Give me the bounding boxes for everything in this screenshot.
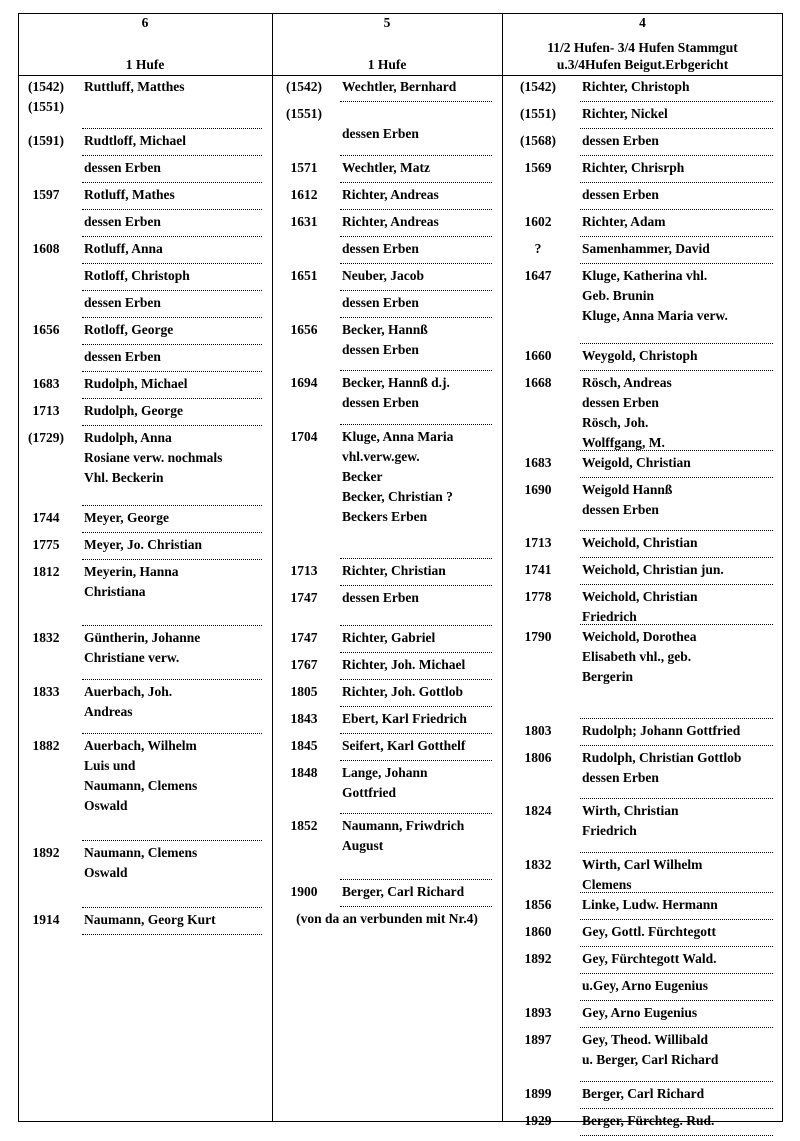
table-row xyxy=(272,734,502,761)
year-cell: 1824 xyxy=(524,803,552,818)
table-row xyxy=(502,799,783,853)
year-cell: 1608 xyxy=(32,241,60,256)
owner-name-cell: Becker, Hannß d.j. dessen Erben xyxy=(342,375,450,410)
year-cell: 1805 xyxy=(290,684,318,699)
column-header xyxy=(18,13,272,75)
table-row xyxy=(502,75,783,102)
column-title: 11/2 Hufen- 3/4 Hufen Stammgut u.3/4Hufen Beigut.Erbgericht xyxy=(547,40,738,72)
table-row xyxy=(272,183,502,210)
genealogy-table xyxy=(18,13,783,1128)
row-separator xyxy=(82,934,262,935)
owner-name-cell: Richter, Adam xyxy=(582,214,666,229)
year-cell: 1713 xyxy=(32,403,60,418)
owner-name-cell: Rudolph; Johann Gottfried xyxy=(582,723,741,738)
owner-name-cell: Gey, Theod. Willibald u. Berger, Carl Richard xyxy=(582,1032,719,1067)
table-row xyxy=(502,893,783,920)
table-row xyxy=(272,907,502,934)
table-row xyxy=(18,399,272,426)
table-row xyxy=(18,156,272,183)
year-cell: 1848 xyxy=(290,765,318,780)
year-cell: 1704 xyxy=(290,429,318,444)
table-row xyxy=(18,183,272,210)
owner-name-cell: Neuber, Jacob xyxy=(342,268,425,283)
table-row xyxy=(18,908,272,935)
table-row xyxy=(502,853,783,893)
table-row xyxy=(18,318,272,345)
table-row xyxy=(18,291,272,318)
table-row xyxy=(502,558,783,585)
year-cell: (1591) xyxy=(28,133,64,148)
owner-name-cell: Richter, Joh. Michael xyxy=(342,657,466,672)
year-cell: 1882 xyxy=(32,738,60,753)
year-cell: (1551) xyxy=(286,106,322,121)
year-cell: 1860 xyxy=(524,924,552,939)
column-rows xyxy=(272,75,502,1122)
table-row xyxy=(272,814,502,880)
owner-name-cell: Weichold, Dorothea Elisabeth vhl., geb. Bergerin xyxy=(582,629,697,684)
owner-name-cell: Naumann, Friwdrich August xyxy=(342,818,465,853)
table-row xyxy=(502,210,783,237)
owner-name-cell: Gey, Gottl. Fürchtegott xyxy=(582,924,716,939)
year-cell: 1892 xyxy=(32,845,60,860)
year-cell: 1651 xyxy=(290,268,318,283)
year-cell: 1656 xyxy=(290,322,318,337)
table-row xyxy=(502,1082,783,1109)
owner-name-cell: Wechtler, Bernhard xyxy=(342,79,457,94)
year-cell: (1729) xyxy=(28,430,64,445)
column-header xyxy=(272,13,502,75)
year-cell: 1833 xyxy=(32,684,60,699)
year-cell: 1747 xyxy=(290,590,318,605)
table-row xyxy=(272,559,502,586)
year-cell: 1683 xyxy=(524,455,552,470)
owner-name-cell: Naumann, Clemens Oswald xyxy=(84,845,198,880)
column-6 xyxy=(18,13,272,1122)
owner-name-cell: Wirth, Carl Wilhelm Clemens xyxy=(582,857,703,892)
table-row xyxy=(18,372,272,399)
year-cell: 1767 xyxy=(290,657,318,672)
year-cell: 1713 xyxy=(290,563,318,578)
year-cell: 1656 xyxy=(32,322,60,337)
year-cell: 1832 xyxy=(524,857,552,872)
owner-name-cell: Rudolph, George xyxy=(84,403,184,418)
owner-name-cell: Weigold, Christian xyxy=(582,455,691,470)
year-cell: 1694 xyxy=(290,375,318,390)
table-row xyxy=(18,426,272,506)
year-cell: 1845 xyxy=(290,738,318,753)
table-row xyxy=(18,345,272,372)
table-row xyxy=(18,237,272,264)
table-row xyxy=(502,1001,783,1028)
table-row xyxy=(272,680,502,707)
owner-name-cell: Güntherin, Johanne Christiane verw. xyxy=(84,630,201,665)
table-row xyxy=(502,719,783,746)
column-rows xyxy=(18,75,272,1122)
table-row xyxy=(272,371,502,425)
owner-name-cell: Rudtloff, Michael xyxy=(84,133,186,148)
year-cell: 1775 xyxy=(32,537,60,552)
merge-note: (von da an verbunden mit Nr.4) xyxy=(296,911,478,926)
table-row xyxy=(502,344,783,371)
table-row xyxy=(18,734,272,841)
owner-name-cell: Richter, Gabriel xyxy=(342,630,436,645)
year-cell: 1893 xyxy=(524,1005,552,1020)
owner-name-cell: Rotloff, George xyxy=(84,322,174,337)
table-row xyxy=(18,841,272,908)
table-row xyxy=(502,947,783,974)
table-row xyxy=(502,746,783,799)
year-cell: (1542) xyxy=(286,79,322,94)
owner-name-cell: Richter, Chrisrph xyxy=(582,160,685,175)
table-row xyxy=(502,451,783,478)
year-cell: 1843 xyxy=(290,711,318,726)
year-cell: 1569 xyxy=(524,160,552,175)
owner-name-cell: Richter, Joh. Gottlob xyxy=(342,684,463,699)
column-header xyxy=(502,13,783,75)
table-row xyxy=(18,129,272,156)
table-row xyxy=(502,974,783,1001)
table-row xyxy=(502,531,783,558)
year-cell: 1713 xyxy=(524,535,552,550)
owner-name-cell: Richter, Andreas xyxy=(342,187,439,202)
owner-name-cell: dessen Erben xyxy=(582,187,659,202)
table-row xyxy=(18,506,272,533)
table-row xyxy=(272,210,502,237)
owner-name-cell: dessen Erben xyxy=(342,241,419,256)
owner-name-cell: Gey, Arno Eugenius xyxy=(582,1005,698,1020)
year-cell: 1571 xyxy=(290,160,318,175)
year-cell: ? xyxy=(534,241,542,256)
owner-name-cell: dessen Erben xyxy=(342,126,419,141)
owner-name-cell: Berger, Carl Richard xyxy=(342,884,465,899)
year-cell: 1892 xyxy=(524,951,552,966)
owner-name-cell: Auerbach, Joh. Andreas xyxy=(84,684,173,719)
table-row xyxy=(502,183,783,210)
owner-name-cell: Meyerin, Hanna Christiana xyxy=(84,564,179,599)
owner-name-cell: Weichold, Christian Friedrich xyxy=(582,589,698,624)
table-row xyxy=(18,560,272,626)
table-row xyxy=(502,156,783,183)
owner-name-cell: Richter, Christoph xyxy=(582,79,690,94)
year-cell: 1668 xyxy=(524,375,552,390)
year-cell: 1929 xyxy=(524,1113,552,1128)
table-row xyxy=(272,75,502,102)
column-number: 5 xyxy=(383,15,391,30)
owner-name-cell: dessen Erben xyxy=(342,590,419,605)
table-row xyxy=(502,1028,783,1082)
owner-name-cell: Rotluff, Mathes xyxy=(84,187,175,202)
table-row xyxy=(272,653,502,680)
owner-name-cell: Linke, Ludw. Hermann xyxy=(582,897,718,912)
owner-name-cell: Wirth, Christian Friedrich xyxy=(582,803,679,838)
year-cell: (1542) (1551) xyxy=(28,79,64,114)
owner-name-cell: Rotluff, Anna xyxy=(84,241,163,256)
year-cell: 1897 xyxy=(524,1032,552,1047)
year-cell: 1856 xyxy=(524,897,552,912)
year-cell: 1690 xyxy=(524,482,552,497)
owner-name-cell: Ebert, Karl Friedrich xyxy=(342,711,467,726)
table-row xyxy=(272,626,502,653)
owner-name-cell: Weygold, Christoph xyxy=(582,348,698,363)
table-row xyxy=(272,318,502,371)
table-row xyxy=(272,425,502,559)
table-row xyxy=(18,680,272,734)
year-cell: 1852 xyxy=(290,818,318,833)
year-cell: 1914 xyxy=(32,912,60,927)
table-row xyxy=(272,880,502,907)
owner-name-cell: Richter, Andreas xyxy=(342,214,439,229)
table-row xyxy=(502,1109,783,1136)
year-cell: (1568) xyxy=(520,133,556,148)
owner-name-cell: dessen Erben xyxy=(582,133,659,148)
year-cell: 1744 xyxy=(32,510,60,525)
column-4 xyxy=(502,13,783,1128)
year-cell: 1597 xyxy=(32,187,60,202)
table-row xyxy=(502,625,783,719)
table-row xyxy=(502,129,783,156)
owner-name-cell: Berger, Fürchteg. Rud. xyxy=(582,1113,715,1128)
owner-name-cell: Becker, Hannß dessen Erben xyxy=(342,322,428,357)
owner-name-cell: Kluge, Anna Maria vhl.verw.gew. Becker Becker, Christian ? Beckers Erben xyxy=(342,429,454,524)
owner-name-cell: Weigold Hannß dessen Erben xyxy=(582,482,673,517)
table-row xyxy=(502,585,783,625)
table-row xyxy=(272,264,502,291)
year-cell: 1647 xyxy=(524,268,552,283)
owner-name-cell: dessen Erben xyxy=(84,160,161,175)
table-row xyxy=(18,75,272,129)
year-cell: 1741 xyxy=(524,562,552,577)
owner-name-cell: Richter, Nickel xyxy=(582,106,668,121)
owner-name-cell: Seifert, Karl Gotthelf xyxy=(342,738,466,753)
year-cell: 1900 xyxy=(290,884,318,899)
table-row xyxy=(502,237,783,264)
year-cell: 1899 xyxy=(524,1086,552,1101)
owner-name-cell: u.Gey, Arno Eugenius xyxy=(582,978,709,993)
owner-name-cell: Ruttluff, Matthes xyxy=(84,79,185,94)
owner-name-cell: Meyer, George xyxy=(84,510,169,525)
table-row xyxy=(272,102,502,156)
row-separator xyxy=(580,1135,773,1136)
owner-name-cell: Weichold, Christian xyxy=(582,535,698,550)
year-cell: (1542) xyxy=(520,79,556,94)
owner-name-cell: Samenhammer, David xyxy=(582,241,710,256)
column-number: 6 xyxy=(141,15,149,30)
owner-name-cell: Rudolph, Michael xyxy=(84,376,188,391)
year-cell: 1683 xyxy=(32,376,60,391)
column-number: 4 xyxy=(639,15,646,30)
table-row xyxy=(272,707,502,734)
table-row xyxy=(18,533,272,560)
year-cell: 1602 xyxy=(524,214,552,229)
owner-name-cell: dessen Erben xyxy=(342,295,419,310)
year-cell: 1660 xyxy=(524,348,552,363)
owner-name-cell: Meyer, Jo. Christian xyxy=(84,537,202,552)
owner-name-cell: dessen Erben xyxy=(84,349,161,364)
owner-name-cell: Rotloff, Christoph xyxy=(84,268,190,283)
column-rows xyxy=(502,75,783,1128)
owner-name-cell: Richter, Christian xyxy=(342,563,446,578)
table-row xyxy=(502,371,783,451)
owner-name-cell: Rudolph, Anna Rosiane verw. nochmals Vhl. Beckerin xyxy=(84,430,223,485)
year-cell: 1631 xyxy=(290,214,318,229)
table-row xyxy=(502,920,783,947)
year-cell: 1612 xyxy=(290,187,318,202)
year-cell: 1832 xyxy=(32,630,60,645)
year-cell: 1812 xyxy=(32,564,60,579)
table-row xyxy=(272,237,502,264)
table-row xyxy=(272,291,502,318)
owner-name-cell: Weichold, Christian jun. xyxy=(582,562,724,577)
table-row xyxy=(18,264,272,291)
table-row xyxy=(272,586,502,626)
owner-name-cell: Kluge, Katherina vhl. Geb. Brunin Kluge, Anna Maria verw. xyxy=(582,268,728,323)
owner-name-cell: Wechtler, Matz xyxy=(342,160,430,175)
table-row xyxy=(502,264,783,344)
column-title: 1 Hufe xyxy=(367,57,407,72)
year-cell: 1790 xyxy=(524,629,552,644)
owner-name-cell: dessen Erben xyxy=(84,295,161,310)
owner-name-cell: dessen Erben xyxy=(84,214,161,229)
year-cell: 1806 xyxy=(524,750,552,765)
column-title: 1 Hufe xyxy=(125,57,165,72)
owner-name-cell: Auerbach, Wilhelm Luis und Naumann, Clemens Oswald xyxy=(84,738,198,813)
owner-name-cell: Rösch, Andreas dessen Erben Rösch, Joh. Wolffgang, M. xyxy=(582,375,672,450)
owner-name-cell: Berger, Carl Richard xyxy=(582,1086,705,1101)
table-row xyxy=(272,156,502,183)
owner-name-cell: Lange, Johann Gottfried xyxy=(342,765,428,800)
table-row xyxy=(502,102,783,129)
table-row xyxy=(18,210,272,237)
table-row xyxy=(18,626,272,680)
table-row xyxy=(272,761,502,814)
year-cell: 1803 xyxy=(524,723,552,738)
table-row xyxy=(502,478,783,531)
owner-name-cell: Gey, Fürchtegott Wald. xyxy=(582,951,717,966)
year-cell: 1747 xyxy=(290,630,318,645)
column-5 xyxy=(272,13,502,1122)
owner-name-cell: Naumann, Georg Kurt xyxy=(84,912,216,927)
owner-name-cell: Rudolph, Christian Gottlob dessen Erben xyxy=(582,750,742,785)
year-cell: 1778 xyxy=(524,589,552,604)
year-cell: (1551) xyxy=(520,106,556,121)
